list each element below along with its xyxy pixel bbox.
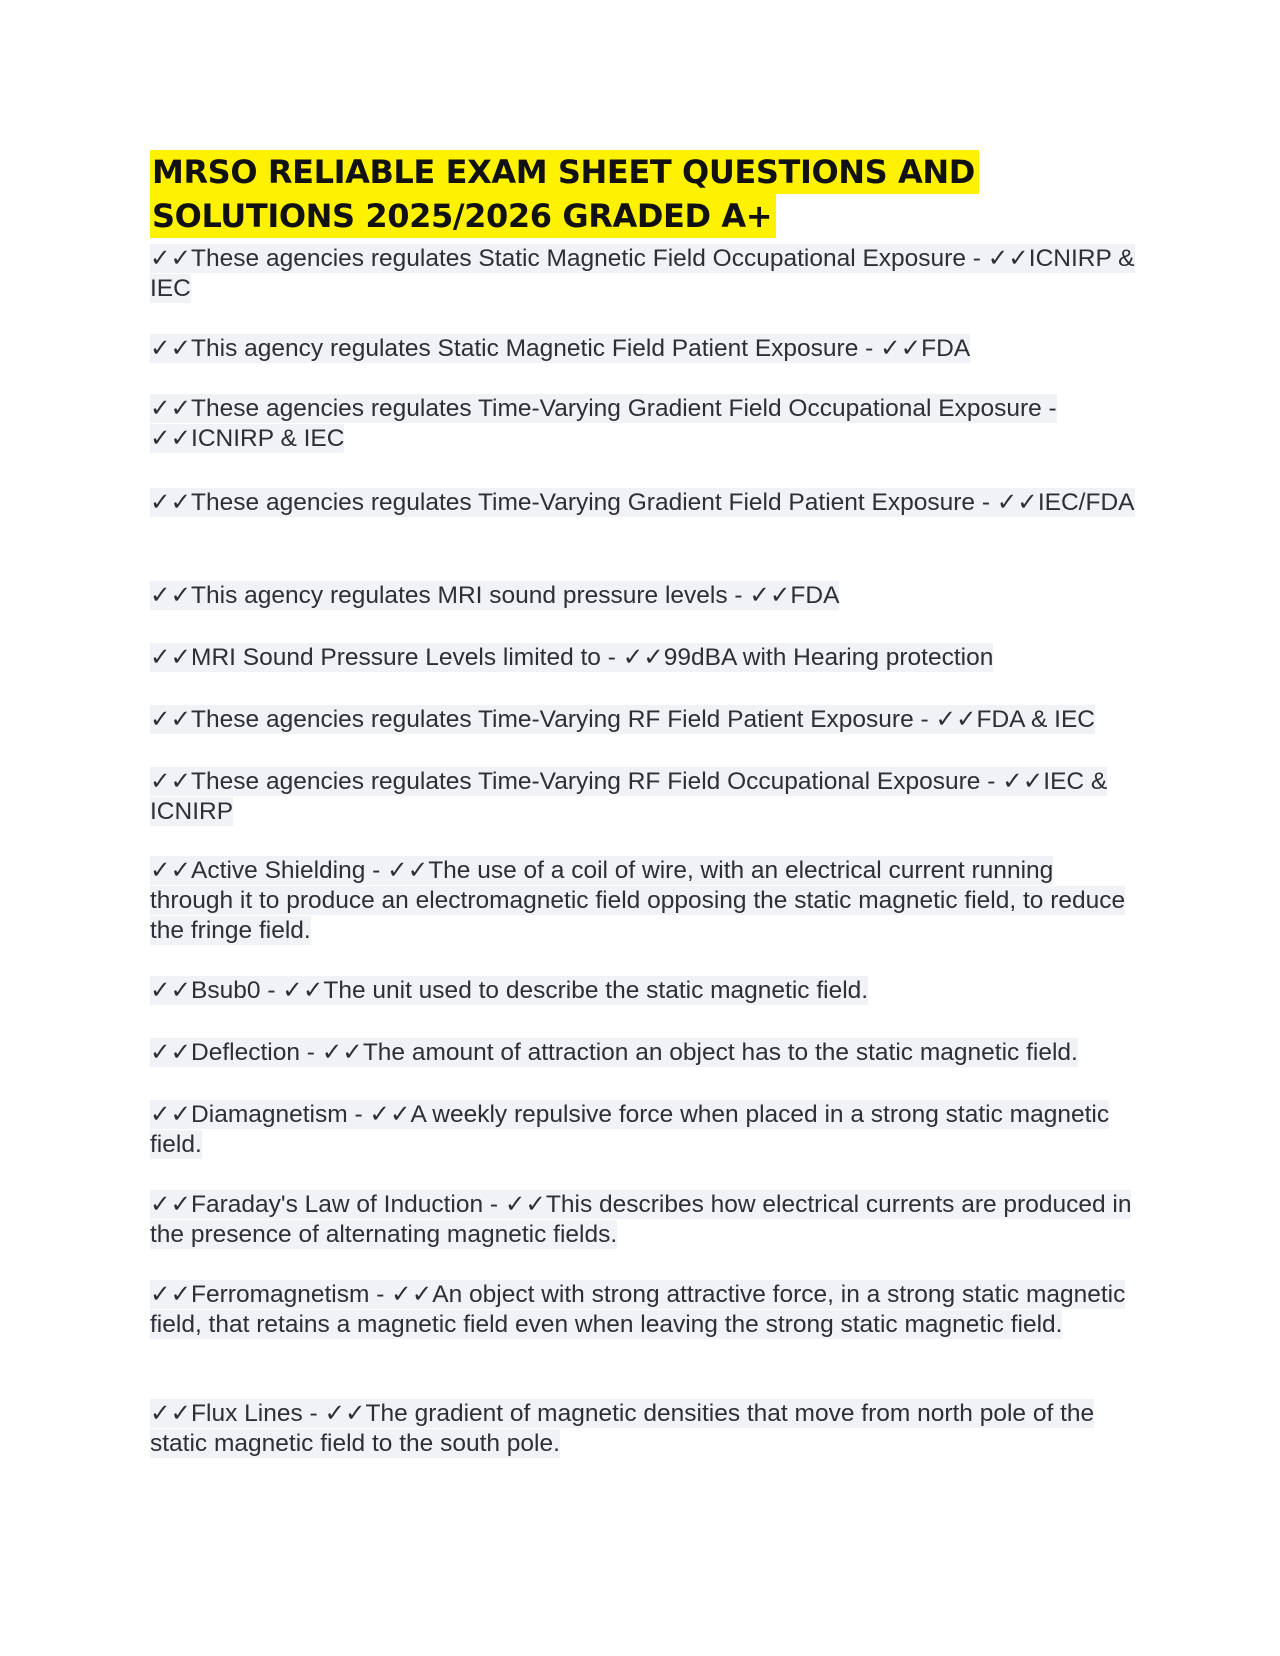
qa-item-text: ✓✓MRI Sound Pressure Levels limited to - ✓✓99dBA with Hearing protection xyxy=(150,644,994,671)
qa-item-text: ✓✓Ferromagnetism - ✓✓An object with strong attractive force, in a strong static magnetic field, that retains a magnetic field even when leaving the strong static magnetic field. xyxy=(150,1281,1126,1338)
qa-item xyxy=(150,488,1135,518)
qa-item xyxy=(150,1038,1078,1068)
title-line-1: MRSO RELIABLE EXAM SHEET QUESTIONS AND xyxy=(150,150,979,194)
qa-item xyxy=(150,334,970,364)
qa-item-text: ✓✓This agency regulates MRI sound pressure levels - ✓✓FDA xyxy=(150,582,840,609)
qa-item xyxy=(150,581,839,611)
qa-item-text: ✓✓Diamagnetism - ✓✓A weekly repulsive force when placed in a strong static magnetic field. xyxy=(150,1101,1110,1158)
qa-item xyxy=(150,705,1095,735)
qa-item xyxy=(150,767,1140,827)
qa-item xyxy=(150,1399,1140,1459)
qa-item-text: ✓✓Faraday's Law of Induction - ✓✓This describes how electrical currents are produced in the presence of alternating magnetic fields. xyxy=(150,1191,1132,1248)
qa-item xyxy=(150,394,1140,454)
document-title xyxy=(150,150,1150,238)
qa-item xyxy=(150,244,1140,304)
qa-item xyxy=(150,1280,1140,1340)
qa-item xyxy=(150,1190,1140,1250)
qa-item xyxy=(150,1100,1140,1160)
qa-item-text: ✓✓Active Shielding - ✓✓The use of a coil of wire, with an electrical current running through it to produce an electromagnetic field opposing the static magnetic field, to reduce the fringe field. xyxy=(150,857,1126,944)
title-line-2: SOLUTIONS 2025/2026 GRADED A+ xyxy=(150,194,776,238)
qa-item xyxy=(150,856,1140,946)
qa-item-text: ✓✓These agencies regulates Time-Varying Gradient Field Occupational Exposure - ✓✓ICNIRP & IEC xyxy=(150,395,1057,452)
qa-item-text: ✓✓This agency regulates Static Magnetic Field Patient Exposure - ✓✓FDA xyxy=(150,335,971,362)
qa-item-text: ✓✓Bsub0 - ✓✓The unit used to describe the static magnetic field. xyxy=(150,977,869,1004)
qa-item-text: ✓✓These agencies regulates Time-Varying Gradient Field Patient Exposure - ✓✓IEC/FDA xyxy=(150,489,1135,516)
qa-item-text: ✓✓These agencies regulates Static Magnetic Field Occupational Exposure - ✓✓ICNIRP & IEC xyxy=(150,245,1135,302)
qa-item-text: ✓✓These agencies regulates Time-Varying RF Field Occupational Exposure - ✓✓IEC & ICNIRP xyxy=(150,768,1108,825)
qa-item-text: ✓✓These agencies regulates Time-Varying RF Field Patient Exposure - ✓✓FDA & IEC xyxy=(150,706,1095,733)
qa-item xyxy=(150,643,993,673)
qa-item-text: ✓✓Deflection - ✓✓The amount of attraction an object has to the static magnetic field. xyxy=(150,1039,1078,1066)
qa-item xyxy=(150,976,868,1006)
qa-item-text: ✓✓Flux Lines - ✓✓The gradient of magnetic densities that move from north pole of the static magnetic field to the south pole. xyxy=(150,1400,1095,1457)
